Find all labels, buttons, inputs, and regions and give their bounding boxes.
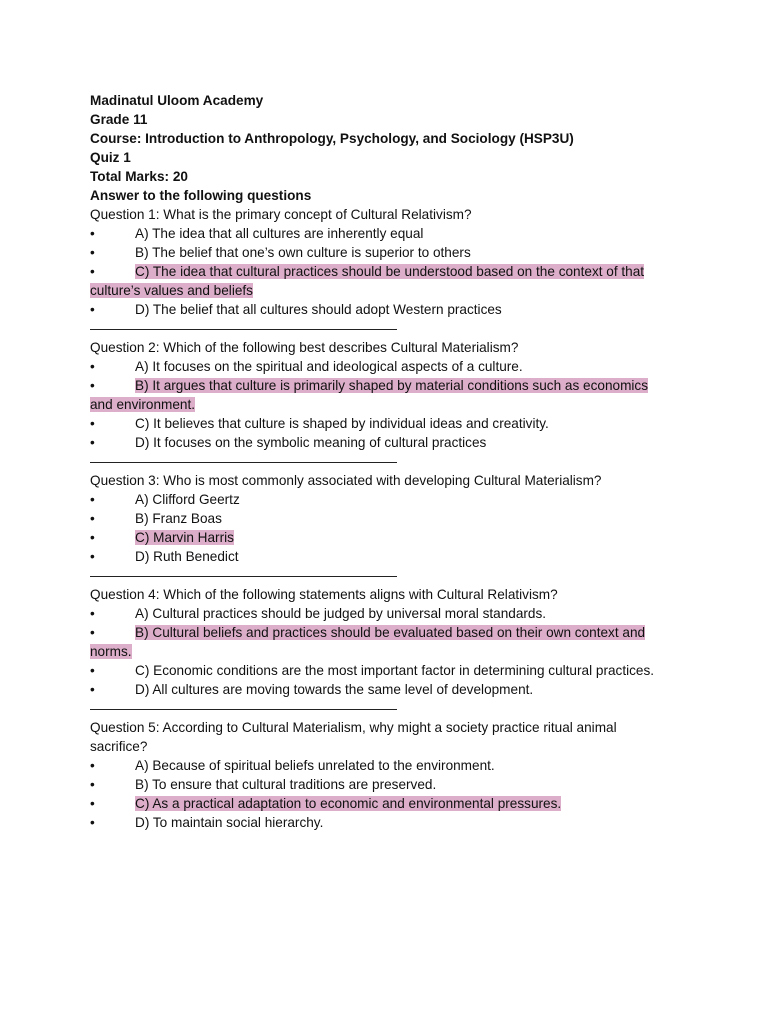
option-text: C) It believes that culture is shaped by individual ideas and creativity.: [135, 416, 549, 431]
option-text-highlighted: C) Marvin Harris: [135, 530, 234, 545]
bullet: •: [90, 492, 95, 507]
bullet: •: [90, 663, 95, 678]
question-text: Question 3: Who is most commonly associated with developing Cultural Materialism?: [90, 473, 602, 488]
option-text: A) The idea that all cultures are inherently equal: [135, 226, 424, 241]
option-text: A) Clifford Geertz: [135, 492, 240, 507]
bullet: •: [90, 530, 95, 545]
answer-option-correct: [90, 528, 665, 547]
answer-option: [90, 680, 665, 699]
option-text: B) Franz Boas: [135, 511, 222, 526]
option-text-highlighted: B) Cultural beliefs and practices should be evaluated based on their own context and norms.: [90, 625, 646, 659]
bullet: •: [90, 549, 95, 564]
school-name: Madinatul Uloom Academy: [90, 93, 264, 108]
answer-option-correct: [90, 262, 665, 300]
answer-option: [90, 661, 665, 680]
option-text: A) Because of spiritual beliefs unrelated to the environment.: [135, 758, 495, 773]
bullet: •: [90, 378, 95, 393]
answer-option: [90, 414, 665, 433]
bullet: •: [90, 625, 95, 640]
total-marks: Total Marks: 20: [90, 169, 188, 184]
question-text: Question 2: Which of the following best describes Cultural Materialism?: [90, 340, 519, 355]
answer-option: [90, 813, 665, 832]
option-text: D) All cultures are moving towards the same level of development.: [135, 682, 534, 697]
bullet: •: [90, 359, 95, 374]
option-text: A) Cultural practices should be judged by universal moral standards.: [135, 606, 547, 621]
option-text-highlighted: B) It argues that culture is primarily shaped by material conditions such as economics and environment.: [90, 378, 649, 412]
bullet: •: [90, 606, 95, 621]
option-text: A) It focuses on the spiritual and ideological aspects of a culture.: [135, 359, 523, 374]
answer-option: [90, 300, 665, 319]
bullet: •: [90, 416, 95, 431]
option-text-highlighted: C) As a practical adaptation to economic and environmental pressures.: [135, 796, 562, 811]
question-block: [90, 718, 665, 832]
answer-option-correct: [90, 794, 665, 813]
answer-option: [90, 357, 665, 376]
quiz-document: [90, 91, 665, 832]
option-text: B) To ensure that cultural traditions are preserved.: [135, 777, 437, 792]
bullet: •: [90, 511, 95, 526]
bullet: •: [90, 777, 95, 792]
bullet: •: [90, 435, 95, 450]
quiz-title: Quiz 1: [90, 150, 131, 165]
option-text: D) The belief that all cultures should adopt Western practices: [135, 302, 502, 317]
answer-option-correct: [90, 623, 665, 661]
option-text: D) Ruth Benedict: [135, 549, 239, 564]
question-block: [90, 471, 665, 577]
question-block: [90, 585, 665, 710]
answer-option: [90, 775, 665, 794]
bullet: •: [90, 815, 95, 830]
answer-option: [90, 433, 665, 452]
bullet: •: [90, 245, 95, 260]
separator-line: [90, 699, 397, 710]
question-block: [90, 205, 665, 330]
option-text-highlighted: C) The idea that cultural practices should be understood based on the context of that culture’s values and beliefs: [90, 264, 645, 298]
question-text: Question 1: What is the primary concept of Cultural Relativism?: [90, 207, 472, 222]
answer-option: [90, 224, 665, 243]
option-text: C) Economic conditions are the most important factor in determining cultural practices.: [135, 663, 655, 678]
answer-option-correct: [90, 376, 665, 414]
answer-option: [90, 490, 665, 509]
separator-line: [90, 452, 397, 463]
separator-line: [90, 319, 397, 330]
bullet: •: [90, 226, 95, 241]
instructions: Answer to the following questions: [90, 188, 312, 203]
question-block: [90, 338, 665, 463]
bullet: •: [90, 758, 95, 773]
grade-label: Grade 11: [90, 112, 148, 127]
question-text: Question 4: Which of the following statements aligns with Cultural Relativism?: [90, 587, 558, 602]
option-text: B) The belief that one’s own culture is superior to others: [135, 245, 471, 260]
answer-option: [90, 604, 665, 623]
bullet: •: [90, 264, 95, 279]
answer-option: [90, 547, 665, 566]
question-text: Question 5: According to Cultural Materialism, why might a society practice ritual animal sacrifice?: [90, 720, 617, 754]
option-text: D) It focuses on the symbolic meaning of cultural practices: [135, 435, 487, 450]
bullet: •: [90, 796, 95, 811]
answer-option: [90, 509, 665, 528]
answer-option: [90, 756, 665, 775]
answer-option: [90, 243, 665, 262]
option-text: D) To maintain social hierarchy.: [135, 815, 324, 830]
separator-line: [90, 566, 397, 577]
course-title: Course: Introduction to Anthropology, Psychology, and Sociology (HSP3U): [90, 131, 574, 146]
bullet: •: [90, 682, 95, 697]
bullet: •: [90, 302, 95, 317]
